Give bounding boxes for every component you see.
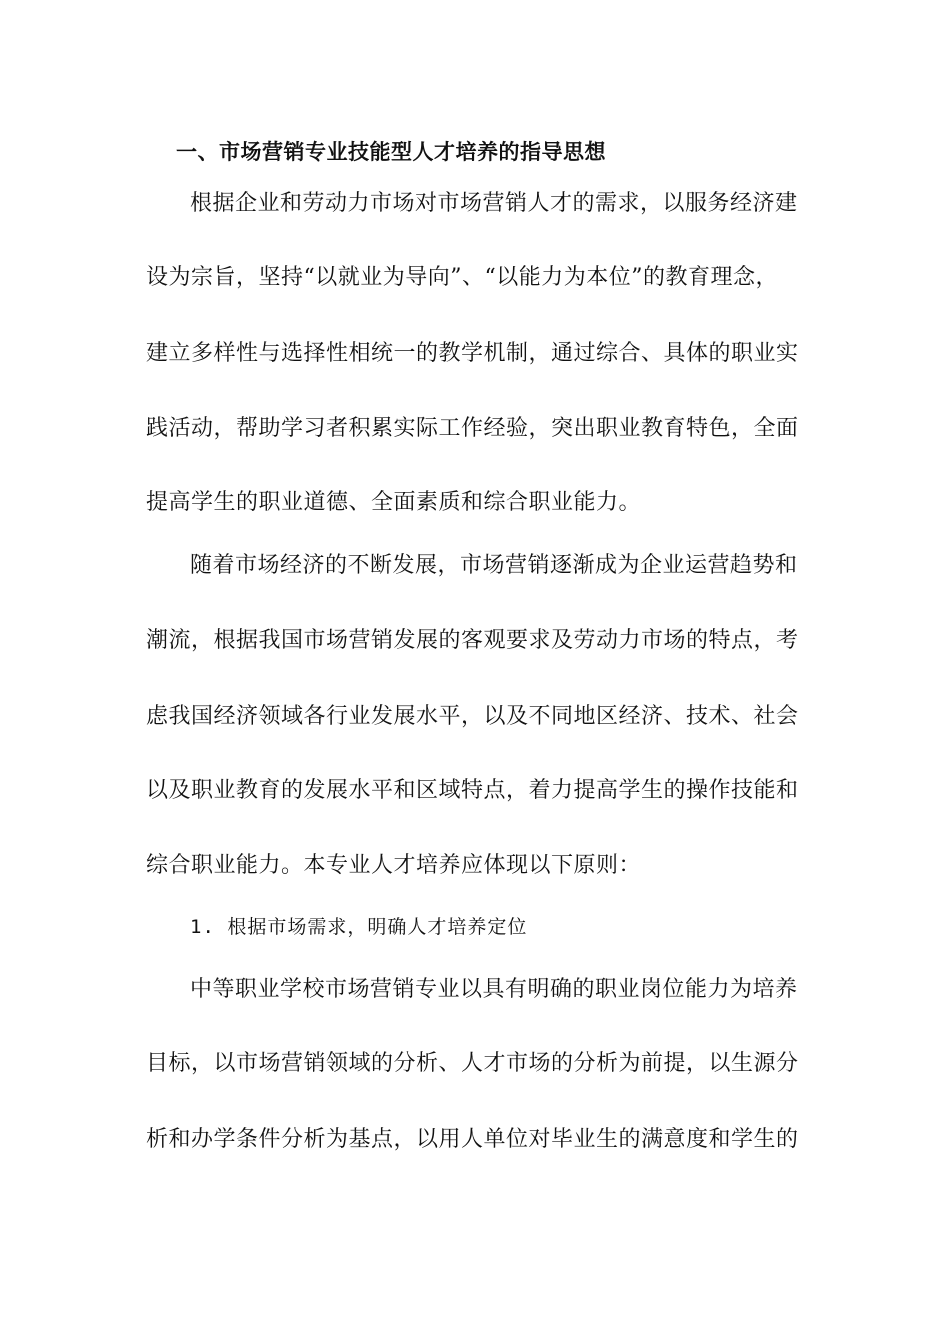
paragraph-line: 析和办学条件分析为基点，以用人单位对毕业生的满意度和学生的 (146, 1127, 799, 1152)
paragraph-line: 设为宗旨，坚持“以就业为导向”、“以能力为本位”的教育理念， (146, 265, 778, 290)
paragraph-line: 践活动，帮助学习者积累实际工作经验，突出职业教育特色，全面 (146, 416, 799, 441)
numbered-subheading: 1. 根据市场需求，明确人才培养定位 (190, 916, 528, 938)
paragraph-line: 随着市场经济的不断发展，市场营销逐渐成为企业运营趋势和 (190, 553, 798, 578)
paragraph-line: 根据企业和劳动力市场对市场营销人才的需求，以服务经济建 (190, 191, 798, 216)
paragraph-line: 目标，以市场营销领域的分析、人才市场的分析为前提，以生源分 (146, 1051, 799, 1076)
section-heading: 一、市场营销专业技能型人才培养的指导思想 (176, 140, 606, 164)
paragraph-line: 综合职业能力。本专业人才培养应体现以下原则： (146, 853, 642, 878)
paragraph-line: 虑我国经济领域各行业发展水平，以及不同地区经济、技术、社会 (146, 704, 799, 729)
paragraph-line: 建立多样性与选择性相统一的教学机制，通过综合、具体的职业实 (146, 341, 799, 366)
paragraph-line: 以及职业教育的发展水平和区域特点，着力提高学生的操作技能和 (146, 778, 799, 803)
paragraph-line: 中等职业学校市场营销专业以具有明确的职业岗位能力为培养 (190, 977, 798, 1002)
paragraph-line: 提高学生的职业道德、全面素质和综合职业能力。 (146, 490, 642, 515)
paragraph-line: 潮流，根据我国市场营销发展的客观要求及劳动力市场的特点，考 (146, 628, 799, 653)
